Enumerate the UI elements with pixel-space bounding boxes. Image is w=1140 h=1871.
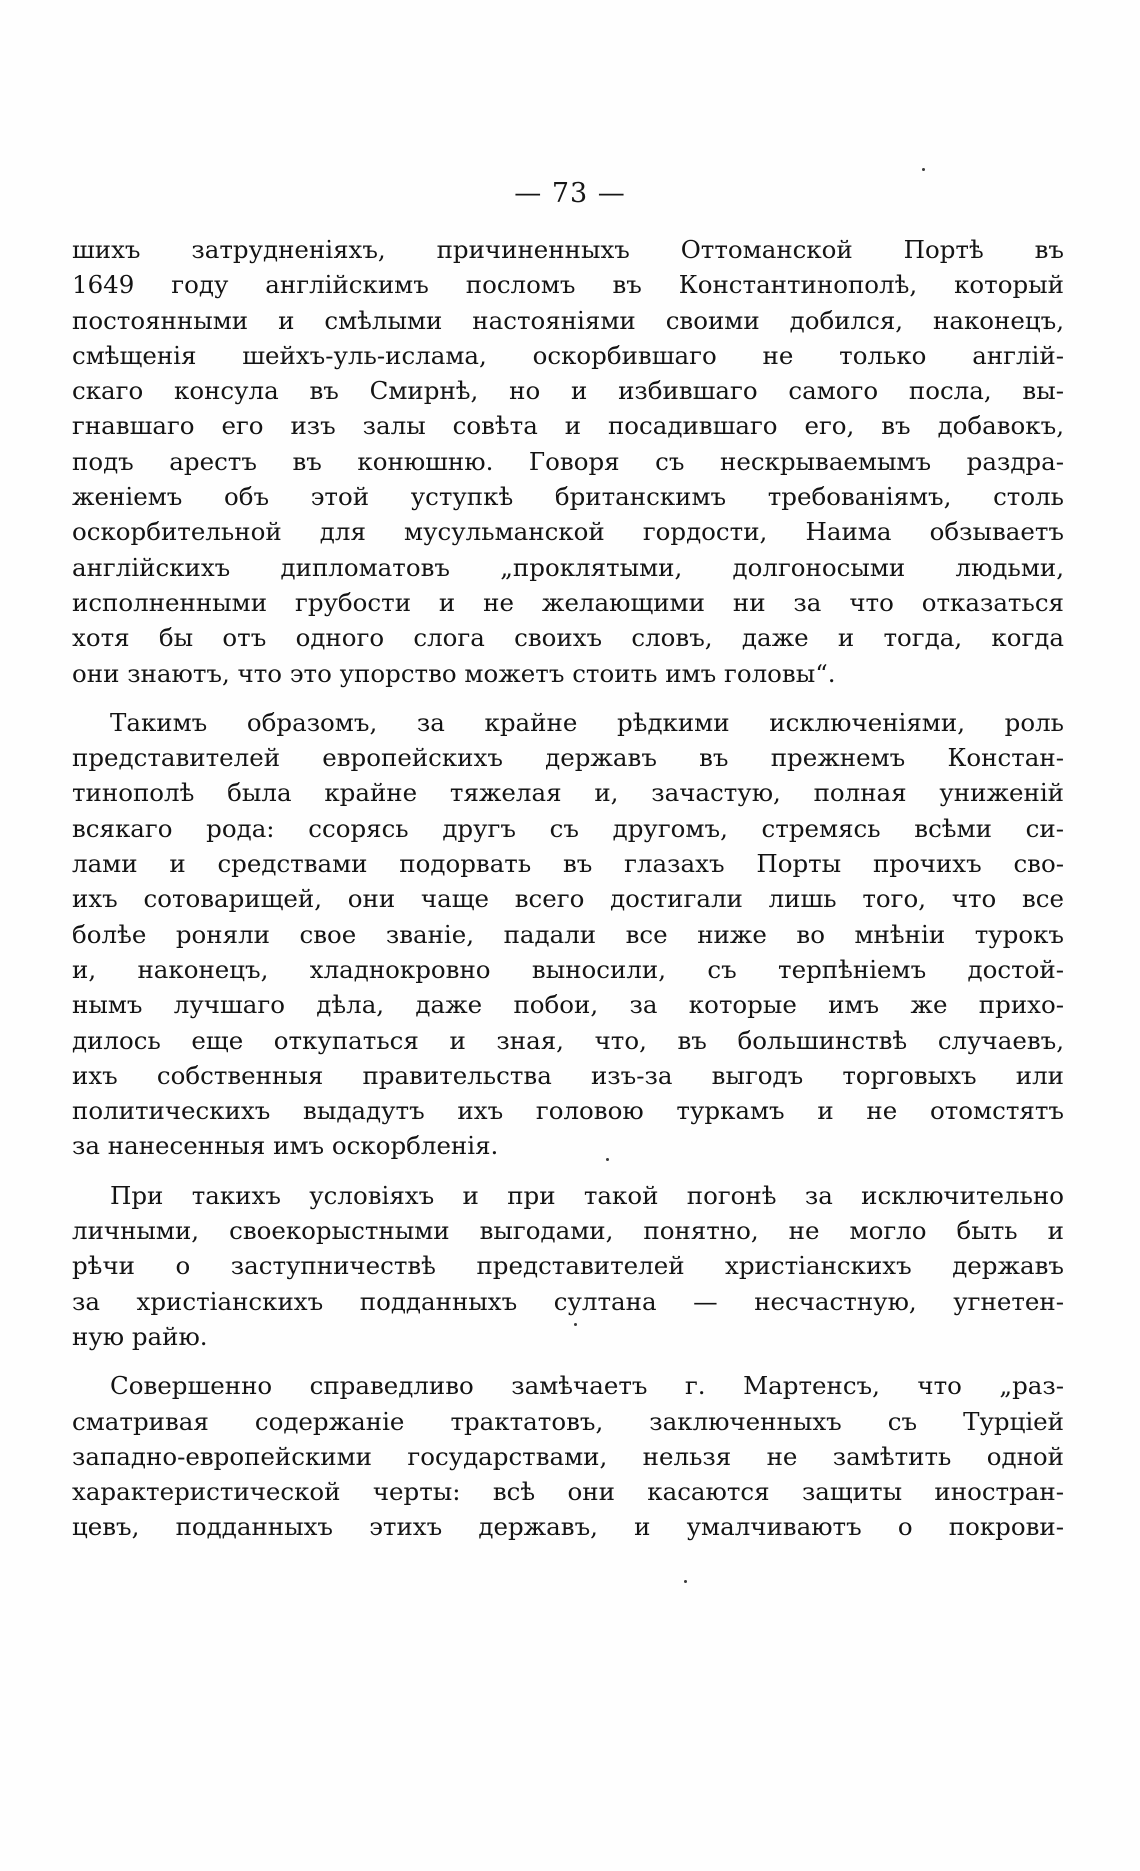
paragraph: [72, 1178, 1064, 1354]
text-line: нымъ лучшаго дѣла, даже побои, за которые имъ же прихо-: [72, 990, 1064, 1020]
scan-speck: [606, 1158, 609, 1161]
scan-speck: [574, 1323, 577, 1326]
text-line: женіемъ объ этой уступкѣ британскимъ требованіямъ, столь: [72, 482, 1064, 512]
scan-speck: [922, 168, 925, 171]
text-line: англійскихъ дипломатовъ „проклятыми, долгоносыми людьми,: [72, 552, 1064, 582]
text-line: характеристической черты: всѣ они касаются защиты иностран-: [72, 1477, 1064, 1507]
paragraph: [72, 232, 1064, 691]
text-line: сматривая содержаніе трактатовъ, заключенныхъ съ Турціей: [72, 1406, 1064, 1436]
text-line: Такимъ образомъ, за крайне рѣдкими исключеніями, роль: [110, 707, 1064, 737]
text-line: лами и средствами подорвать въ глазахъ Порты прочихъ сво-: [72, 849, 1064, 879]
text-line: за христіанскихъ подданныхъ султана — несчастную, угнетен-: [72, 1286, 1064, 1316]
page-number: — 73 —: [514, 178, 626, 209]
text-line: При такихъ условіяхъ и при такой погонѣ за исключительно: [110, 1180, 1064, 1210]
text-line: дилось еще откупаться и зная, что, въ большинствѣ случаевъ,: [72, 1025, 1064, 1055]
text-line: болѣе роняли свое званіе, падали все ниже во мнѣніи турокъ: [72, 919, 1064, 949]
text-line: шихъ затрудненіяхъ, причиненныхъ Оттоманской Портѣ въ: [72, 235, 1064, 264]
body-text: [72, 232, 1064, 1545]
text-line: ихъ сотоварищей, они чаще всего достигали лишь того, что все: [72, 884, 1064, 914]
text-line: они знаютъ, что это упорство можетъ стоить имъ головы“.: [72, 658, 836, 688]
paragraph: [72, 1368, 1064, 1544]
text-line: представителей европейскихъ державъ въ прежнемъ Констан-: [72, 743, 1064, 773]
paragraph: [72, 705, 1064, 1164]
text-line: 1649 году англійскимъ посломъ въ Константинополѣ, который: [72, 270, 1064, 300]
text-line: гнавшаго его изъ залы совѣта и посадившаго его, въ добавокъ,: [72, 411, 1064, 441]
text-line: оскорбительной для мусульманской гордости, Наима обзываетъ: [72, 517, 1064, 547]
text-line: Совершенно справедливо замѣчаетъ г. Мартенсъ, что „раз-: [110, 1371, 1064, 1401]
text-line: рѣчи о заступничествѣ представителей христіанскихъ державъ: [72, 1251, 1064, 1281]
text-line: политическихъ выдадутъ ихъ головою туркамъ и не отомстятъ: [72, 1096, 1064, 1126]
text-line: западно-европейскими государствами, нельзя не замѣтить одной: [72, 1441, 1064, 1471]
text-line: ихъ собственныя правительства изъ-за выгодъ торговыхъ или: [72, 1060, 1064, 1090]
text-line: тинополѣ была крайне тяжелая и, зачастую, полная униженій: [72, 778, 1064, 808]
text-line: за нанесенныя имъ оскорбленія.: [72, 1131, 499, 1161]
text-line: исполненными грубости и не желающими ни за что отказаться: [72, 587, 1064, 617]
text-line: смѣщенія шейхъ-уль-ислама, оскорбившаго не только англій-: [72, 340, 1064, 370]
text-line: цевъ, подданныхъ этихъ державъ, и умалчиваютъ о покрови-: [72, 1512, 1064, 1542]
text-line: хотя бы отъ одного слога своихъ словъ, даже и тогда, когда: [72, 623, 1064, 653]
text-line: всякаго рода: ссорясь другъ съ другомъ, стремясь всѣми си-: [72, 813, 1064, 843]
text-line: постоянными и смѣлыми настояніями своими добился, наконецъ,: [72, 305, 1064, 335]
text-line: ную райю.: [72, 1321, 208, 1351]
text-line: скаго консула въ Смирнѣ, но и избившаго самого посла, вы-: [72, 376, 1064, 406]
scan-speck: [684, 1580, 687, 1583]
text-line: личными, своекорыстными выгодами, понятно, не могло быть и: [72, 1216, 1064, 1246]
text-line: и, наконецъ, хладнокровно выносили, съ терпѣніемъ достой-: [72, 954, 1064, 984]
text-line: подъ арестъ въ конюшню. Говоря съ нескрываемымъ раздра-: [72, 446, 1064, 476]
